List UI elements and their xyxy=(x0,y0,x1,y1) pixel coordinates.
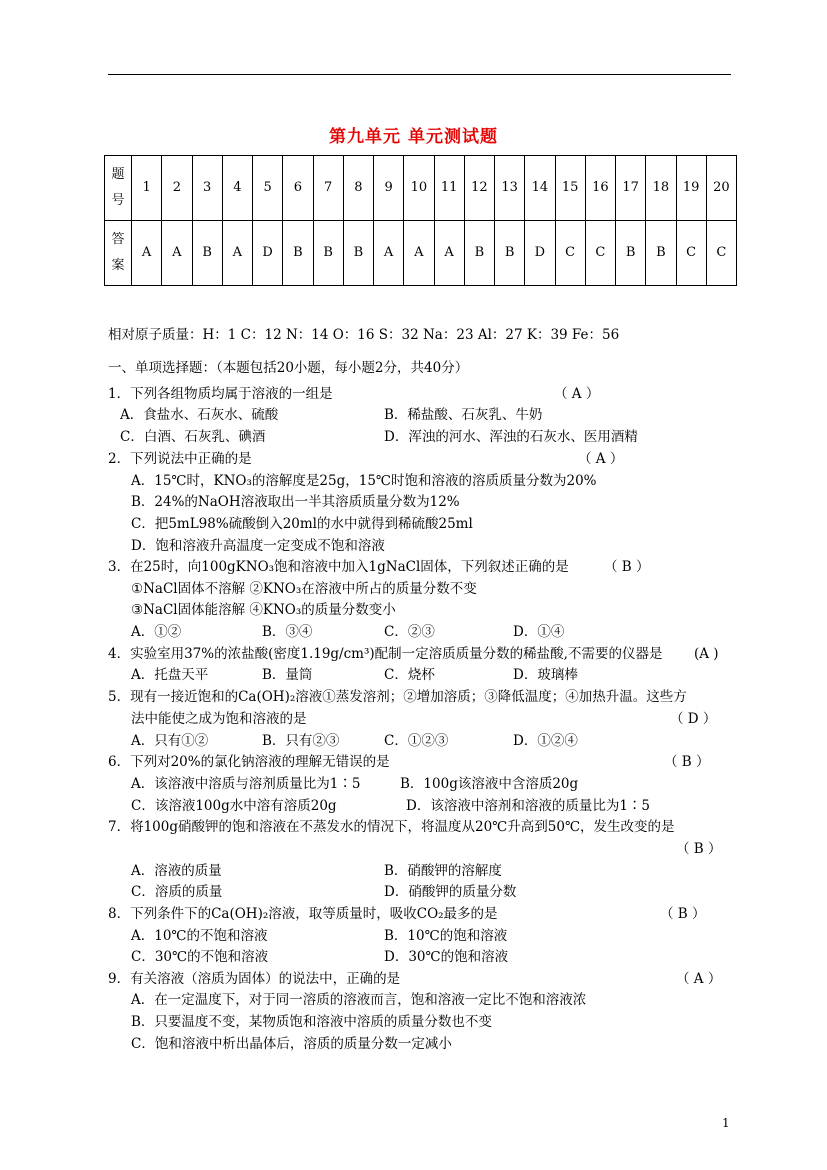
q7-option-a: A．溶液的质量 xyxy=(131,863,222,879)
q8-option-b: B．10℃的饱和溶液 xyxy=(384,928,508,944)
answer-cell: B xyxy=(283,221,313,286)
answer-cell: C xyxy=(555,221,585,286)
q4-option-c: C．烧杯 xyxy=(384,667,435,683)
q5-option-d: D．①②④ xyxy=(513,733,578,749)
q2-option-b: B．24%的NaOH溶液取出一半其溶质质量分数为12% xyxy=(131,494,460,510)
q1-option-b: B．稀盐酸、石灰乳、牛奶 xyxy=(384,407,543,423)
answer-cell: B xyxy=(313,221,343,286)
q1-answer: （ A ） xyxy=(554,386,600,402)
question-number-cell: 17 xyxy=(616,156,646,221)
q3-stem: 3．在25时，向100gKNO₃饱和溶液中加入1gNaCl固体，下列叙述正确的是 xyxy=(108,559,569,575)
answer-cell: B xyxy=(646,221,676,286)
q8-stem: 8．下列条件下的Ca(OH)₂溶液，取等质量时，吸收CO₂最多的是 xyxy=(108,906,498,922)
section-title: 一、单项选择题：（本题包括20小题，每小题2分，共40分） xyxy=(108,360,469,376)
q8-option-a: A．10℃的不饱和溶液 xyxy=(131,928,268,944)
q4-answer: (A ) xyxy=(694,646,719,662)
q1-option-c: C．白酒、石灰乳、碘酒 xyxy=(120,429,266,445)
q6-option-a: A．该溶液中溶质与溶剂质量比为1∶5 xyxy=(131,776,361,792)
answer-cell: B xyxy=(343,221,373,286)
q6-option-d: D．该溶液中溶剂和溶液的质量比为1∶5 xyxy=(406,798,651,814)
answer-cell: D xyxy=(525,221,555,286)
q4-option-a: A．托盘天平 xyxy=(131,667,209,683)
question-number-cell: 9 xyxy=(374,156,404,221)
q1-stem: 1．下列各组物质均属于溶液的一组是 xyxy=(108,386,333,402)
answer-cell: A xyxy=(132,221,162,286)
q5-stem-continued: 法中能使之成为饱和溶液的是 xyxy=(131,711,307,727)
q4-stem: 4．实验室用37%的浓盐酸(密度1.19g/cm³)配制一定溶质质量分数的稀盐酸,不需要的仪器是 xyxy=(108,646,663,662)
q3-option-c: C．②③ xyxy=(384,624,435,640)
q2-option-d: D．饱和溶液升高温度一定变成不饱和溶液 xyxy=(131,538,385,554)
q4-option-b: B．量筒 xyxy=(262,667,313,683)
answer-cell: C xyxy=(585,221,615,286)
q9-option-b: B．只要温度不变，某物质饱和溶液中溶质的质量分数也不变 xyxy=(131,1014,492,1030)
q6-stem: 6．下列对20%的氯化钠溶液的理解无错误的是 xyxy=(108,754,390,770)
question-number-cell: 10 xyxy=(404,156,434,221)
q5-option-c: C．①②③ xyxy=(384,733,449,749)
answer-table xyxy=(104,155,737,286)
answer-cell: A xyxy=(434,221,464,286)
answer-cell: C xyxy=(676,221,706,286)
page-number: 1 xyxy=(722,1116,730,1130)
q5-option-a: A．只有①② xyxy=(131,733,209,749)
question-number-cell: 14 xyxy=(525,156,555,221)
answer-cell: B xyxy=(616,221,646,286)
q7-option-d: D．硝酸钾的质量分数 xyxy=(384,884,517,900)
q7-stem: 7．将100g硝酸钾的饱和溶液在不蒸发水的情况下，将温度从20℃升高到50℃，发生改变的是 xyxy=(108,819,675,835)
q2-stem: 2．下列说法中正确的是 xyxy=(108,451,252,467)
question-number-cell: 2 xyxy=(162,156,192,221)
q3-option-d: D．①④ xyxy=(513,624,565,640)
answer-cell: C xyxy=(706,221,736,286)
q9-answer: （ A ） xyxy=(676,971,722,987)
answer-row-label xyxy=(105,221,132,286)
question-number-cell: 16 xyxy=(585,156,615,221)
q3-option-b: B．③④ xyxy=(262,624,313,640)
answer-cell: A xyxy=(374,221,404,286)
q6-option-b: B．100g该溶液中含溶质20g xyxy=(400,776,579,792)
answer-table-answer-row xyxy=(105,221,737,286)
question-number-cell: 20 xyxy=(706,156,736,221)
label-char: 题 xyxy=(111,167,125,182)
question-number-cell: 8 xyxy=(343,156,373,221)
question-number-cell: 3 xyxy=(192,156,222,221)
q9-option-c: C．饱和溶液中析出晶体后，溶质的质量分数一定减小 xyxy=(131,1036,452,1052)
answer-cell: A xyxy=(404,221,434,286)
q3-statement-2: ③NaCl固体能溶解 ④KNO₃的质量分数变小 xyxy=(131,602,396,618)
question-number-cell: 11 xyxy=(434,156,464,221)
answer-cell: A xyxy=(162,221,192,286)
answer-cell: B xyxy=(495,221,525,286)
label-char: 号 xyxy=(111,193,125,208)
question-number-cell: 4 xyxy=(222,156,252,221)
question-number-cell: 1 xyxy=(132,156,162,221)
question-number-cell: 5 xyxy=(253,156,283,221)
q1-option-a: A．食盐水、石灰水、硫酸 xyxy=(120,407,279,423)
q9-stem: 9．有关溶液（溶质为固体）的说法中，正确的是 xyxy=(108,971,401,987)
header-rule xyxy=(108,74,731,75)
q1-option-d: D．浑浊的河水、浑浊的石灰水、医用酒精 xyxy=(384,429,638,445)
question-number-cell: 19 xyxy=(676,156,706,221)
q3-statement-1: ①NaCl固体不溶解 ②KNO₃在溶液中所占的质量分数不变 xyxy=(131,581,477,597)
q2-option-a: A．15℃时，KNO₃的溶解度是25g，15℃时饱和溶液的溶质质量分数为20% xyxy=(131,473,597,489)
question-number-cell: 6 xyxy=(283,156,313,221)
answer-cell: D xyxy=(253,221,283,286)
label-char: 案 xyxy=(111,258,125,273)
question-number-cell: 15 xyxy=(555,156,585,221)
q7-answer: （ B ） xyxy=(676,841,722,857)
q5-stem: 5．现有一接近饱和的Ca(OH)₂溶液①蒸发溶剂；②增加溶质；③降低温度；④加热升温。这些方 xyxy=(108,689,687,705)
question-number-cell: 12 xyxy=(464,156,494,221)
answer-cell: B xyxy=(464,221,494,286)
q6-answer: （ B ） xyxy=(664,754,710,770)
q5-answer: （ D ） xyxy=(670,711,717,727)
answer-table-number-row xyxy=(105,156,737,221)
atomic-mass-line: 相对原子质量：H：1 C：12 N：14 O：16 S：32 Na：23 Al：27 K：39 Fe：56 xyxy=(108,327,620,343)
page-title: 第九单元 单元测试题 xyxy=(329,127,498,147)
q7-option-c: C．溶质的质量 xyxy=(131,884,223,900)
number-row-label xyxy=(105,156,132,221)
question-number-cell: 13 xyxy=(495,156,525,221)
q8-option-d: D．30℃的饱和溶液 xyxy=(384,949,509,965)
q8-option-c: C．30℃的不饱和溶液 xyxy=(131,949,269,965)
q6-option-c: C．该溶液100g水中溶有溶质20g xyxy=(131,798,337,814)
question-number-cell: 18 xyxy=(646,156,676,221)
q3-answer: （ B ） xyxy=(604,559,650,575)
answer-cell: A xyxy=(222,221,252,286)
answer-cell: B xyxy=(192,221,222,286)
q8-answer: （ B ） xyxy=(660,906,706,922)
label-char: 答 xyxy=(111,232,125,247)
q2-answer: （ A ） xyxy=(578,451,624,467)
q7-option-b: B．硝酸钾的溶解度 xyxy=(384,863,502,879)
q9-option-a: A．在一定温度下，对于同一溶质的溶液而言，饱和溶液一定比不饱和溶液浓 xyxy=(131,992,587,1008)
q5-option-b: B．只有②③ xyxy=(262,733,340,749)
question-number-cell: 7 xyxy=(313,156,343,221)
q4-option-d: D．玻璃棒 xyxy=(513,667,578,683)
q3-option-a: A．①② xyxy=(131,624,182,640)
q2-option-c: C．把5mL98%硫酸倒入20ml的水中就得到稀硫酸25ml xyxy=(131,516,473,532)
